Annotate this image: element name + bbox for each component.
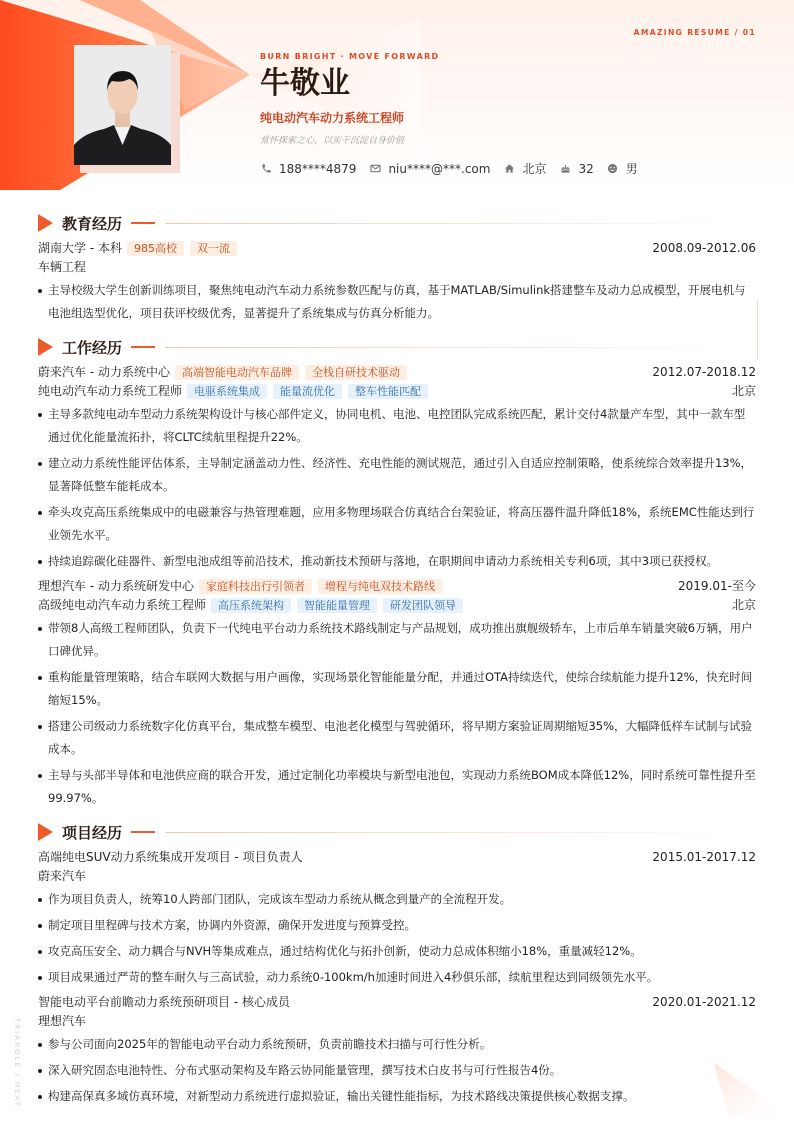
section-dash bbox=[131, 831, 155, 833]
list-item: 主导与头部半导体和电池供应商的联合开发，通过定制化功率模块与新型电池包，实现动力系统BOM成本降低12%，同时系统可靠性提升至99.97%。 bbox=[38, 764, 756, 810]
list-item: 制定项目里程碑与技术方案，协调内外资源，确保开发进度与预算受控。 bbox=[38, 914, 756, 937]
list-item: 持续追踪碳化硅器件、新型电池成组等前沿技术，推动新技术预研与落地，在职期间申请动力系统相关专利6项，其中3项已获授权。 bbox=[38, 550, 756, 573]
education-date: 2008.09-2012.06 bbox=[652, 241, 756, 255]
project-org: 蔚来汽车 bbox=[38, 869, 87, 883]
section-dash bbox=[131, 346, 155, 348]
education-entry-header bbox=[38, 239, 756, 258]
list-item: 作为项目负责人，统筹10人跨部门团队，完成该车型动力系统从概念到量产的全流程开发。 bbox=[38, 888, 756, 911]
profile-photo bbox=[74, 45, 171, 165]
education-bullets bbox=[38, 279, 756, 325]
school-tag: 985高校 bbox=[127, 241, 184, 256]
work-role-row bbox=[38, 596, 756, 615]
list-item: 构建高保真多域仿真环境，对新型动力系统进行虚拟验证，输出关键性能指标，为技术路线决策提供核心数据支撑。 bbox=[38, 1085, 756, 1108]
list-item: 建立动力系统性能评估体系，主导制定涵盖动力性、经济性、充电性能的测试规范，通过引入自适应控制策略，使系统综合效率提升13%，显著降低整车能耗成本。 bbox=[38, 452, 756, 498]
smile-icon bbox=[607, 163, 619, 175]
work-date: 2012.07-2018.12 bbox=[652, 365, 756, 379]
role-tag: 整车性能匹配 bbox=[348, 384, 428, 399]
phone-value: 188****4879 bbox=[279, 161, 357, 176]
project-bullets bbox=[38, 1033, 756, 1108]
section-divider bbox=[165, 347, 756, 348]
motto: BURN BRIGHT · MOVE FORWARD bbox=[260, 52, 440, 61]
project-date: 2020.01-2021.12 bbox=[652, 995, 756, 1009]
triangle-icon bbox=[38, 338, 53, 356]
mail-icon bbox=[369, 163, 381, 175]
company-tag: 家庭科技出行引领者 bbox=[199, 579, 312, 594]
list-item: 主导校级大学生创新训练项目，聚焦纯电动汽车动力系统参数匹配与仿真，基于MATLAB/Simulink搭建整车及动力总成模型，开展电机与电池组选型优化，项目获评校级优秀，显著提升了系统集成与仿真分析能力。 bbox=[38, 279, 756, 325]
contact-phone[interactable] bbox=[260, 162, 356, 176]
list-item: 参与公司面向2025年的智能电动平台动力系统预研，负责前瞻技术扫描与可行性分析。 bbox=[38, 1033, 756, 1056]
company-name: 理想汽车 - 动力系统研发中心 bbox=[38, 579, 194, 593]
company-tag: 增程与纯电双技术路线 bbox=[318, 579, 442, 594]
home-icon bbox=[503, 163, 515, 175]
resume-content bbox=[38, 205, 756, 1112]
work-location: 北京 bbox=[731, 384, 756, 398]
work-bullets bbox=[38, 617, 756, 810]
project-entry-header bbox=[38, 848, 756, 867]
decorative-line bbox=[757, 300, 758, 360]
avatar bbox=[74, 45, 171, 165]
project-date: 2015.01-2017.12 bbox=[652, 850, 756, 864]
company-name: 蔚来汽车 - 动力系统中心 bbox=[38, 365, 170, 379]
project-name: 高端纯电SUV动力系统集成开发项目 - 项目负责人 bbox=[38, 850, 303, 864]
project-org-row bbox=[38, 867, 756, 886]
triangle-icon bbox=[38, 823, 53, 841]
role-tag: 高压系统架构 bbox=[211, 598, 291, 613]
city-value: 北京 bbox=[522, 162, 547, 176]
school-name: 湖南大学 - 本科 bbox=[38, 241, 122, 255]
list-item: 牵头攻克高压系统集成中的电磁兼容与热管理难题，应用多物理场联合仿真结合台架验证，将高压器件温升降低18%，系统EMC性能达到行业领先水平。 bbox=[38, 501, 756, 547]
contact-email[interactable] bbox=[369, 162, 490, 176]
work-bullets bbox=[38, 403, 756, 573]
education-section-header bbox=[38, 207, 756, 239]
section-dash bbox=[131, 222, 155, 224]
project-org-row bbox=[38, 1012, 756, 1031]
school-tag: 双一流 bbox=[190, 241, 237, 256]
role-name: 高级纯电动汽车动力系统工程师 bbox=[38, 598, 207, 612]
role-tag: 能量流优化 bbox=[273, 384, 342, 399]
education-major-row bbox=[38, 258, 756, 277]
work-location: 北京 bbox=[731, 598, 756, 612]
project-org: 理想汽车 bbox=[38, 1014, 87, 1028]
phone-icon bbox=[260, 163, 272, 175]
list-item: 项目成果通过严苛的整车耐久与三高试验，动力系统0-100km/h加速时间进入4秒俱乐部，续航里程达到同级领先水平。 bbox=[38, 966, 756, 989]
company-tag: 全栈自研技术驱动 bbox=[305, 365, 407, 380]
role-tag: 智能能量管理 bbox=[297, 598, 377, 613]
work-date: 2019.01-至今 bbox=[678, 579, 756, 593]
contact-gender bbox=[607, 160, 638, 177]
job-title: 纯电动汽车动力系统工程师 bbox=[260, 111, 405, 125]
header-info bbox=[260, 52, 740, 177]
major: 车辆工程 bbox=[38, 260, 87, 274]
role-tag: 研发团队领导 bbox=[383, 598, 463, 613]
project-name: 智能电动平台前瞻动力系统预研项目 - 核心成员 bbox=[38, 995, 290, 1009]
list-item: 带领8人高级工程师团队，负责下一代纯电平台动力系统技术路线制定与产品规划，成功推出旗舰级轿车，上市后单车销量突破6万辆，用户口碑优异。 bbox=[38, 617, 756, 663]
section-title: 教育经历 bbox=[62, 214, 123, 233]
corner-label: AMAZING RESUME / 01 bbox=[633, 28, 756, 37]
company-tag: 高端智能电动汽车品牌 bbox=[175, 365, 299, 380]
triangle-icon bbox=[38, 214, 53, 232]
email-value: niu****@***.com bbox=[388, 161, 491, 176]
contact-age bbox=[559, 162, 593, 176]
work-role-row bbox=[38, 382, 756, 401]
section-title: 项目经历 bbox=[62, 823, 123, 842]
side-label: TRIANGLE / HEAT bbox=[13, 1018, 21, 1108]
person-name: 牛敬业 bbox=[260, 66, 350, 101]
slogan: 常怀探索之心，以实干沉淀自身价值 bbox=[260, 136, 405, 146]
gender-value: 男 bbox=[625, 162, 638, 176]
age-value: 32 bbox=[578, 161, 594, 176]
section-divider bbox=[165, 832, 756, 833]
contact-city bbox=[503, 160, 546, 177]
projects-section-header bbox=[38, 816, 756, 848]
work-entry-header bbox=[38, 577, 756, 596]
project-entry-header bbox=[38, 993, 756, 1012]
list-item: 主导多款纯电动车型动力系统架构设计与核心部件定义，协同电机、电池、电控团队完成系统匹配，累计交付4款量产车型，其中一款车型通过优化能量流拓扑，将CLTC续航里程提升22%。 bbox=[38, 403, 756, 449]
role-name: 纯电动汽车动力系统工程师 bbox=[38, 384, 183, 398]
project-bullets bbox=[38, 888, 756, 989]
contact-list bbox=[260, 160, 740, 177]
cake-icon bbox=[559, 163, 571, 175]
role-tag: 电驱系统集成 bbox=[187, 384, 267, 399]
work-entry-header bbox=[38, 363, 756, 382]
list-item: 重构能量管理策略，结合车联网大数据与用户画像，实现场景化智能能量分配，并通过OTA持续迭代，使综合续航能力提升12%，快充时间缩短15%。 bbox=[38, 666, 756, 712]
list-item: 攻克高压安全、动力耦合与NVH等集成难点，通过结构优化与拓扑创新，使动力总成体积缩小18%，重量减轻12%。 bbox=[38, 940, 756, 963]
list-item: 搭建公司级动力系统数字化仿真平台，集成整车模型、电池老化模型与驾驶循环，将早期方案验证周期缩短35%，大幅降低样车试制与试验成本。 bbox=[38, 715, 756, 761]
section-title: 工作经历 bbox=[62, 338, 123, 357]
work-section-header bbox=[38, 331, 756, 363]
list-item: 深入研究固态电池特性、分布式驱动架构及车路云协同能量管理，撰写技术白皮书与可行性报告4份。 bbox=[38, 1059, 756, 1082]
section-divider bbox=[165, 223, 756, 224]
